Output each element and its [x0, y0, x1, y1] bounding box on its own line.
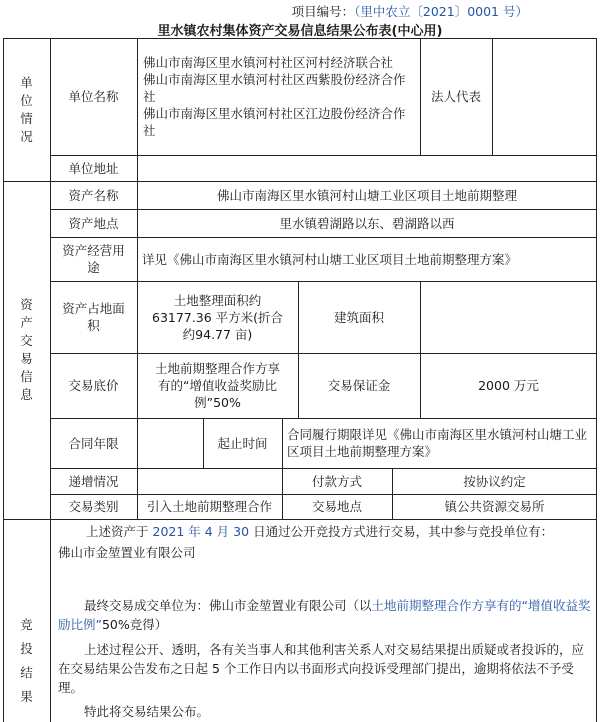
base-price-value: 土地前期整理合作方享有的“增值收益奖励比例”50% [154, 361, 280, 410]
building-area-value [420, 281, 597, 353]
deposit-label: 交易保证金 [327, 378, 391, 393]
trade-type-label: 交易类别 [68, 499, 119, 514]
bidding-section-label: 竞投结果 [20, 617, 33, 704]
asset-section-label: 资产交易信息 [20, 297, 33, 402]
unit-name-line-2: 佛山市南海区里水镇河村社区西紫股份经济合作社 [143, 72, 406, 104]
bidding-paragraph-1: 上述资产于 2021 年 4 月 30 日通过公开竞投方式进行交易，其中参与竞投单位有： [86, 524, 554, 539]
asset-location-label: 资产地点 [68, 215, 119, 231]
increment-value [137, 468, 282, 494]
unit-name-line-1: 佛山市南海区里水镇河村社区河村经济联合社 [143, 55, 394, 70]
asset-name-label: 资产名称 [68, 187, 119, 203]
asset-location-value: 里水镇碧湖路以东、碧湖路以西 [279, 215, 455, 231]
bidding-date: 2021 年 4 月 30 [152, 524, 250, 539]
project-number-value: （里中农立〔2021〕0001 号） [354, 4, 528, 19]
increment-label: 递增情况 [68, 473, 119, 489]
final-winner-basis: 土地前期整理合作方享有的“增值收益奖励比例” [58, 598, 591, 632]
deposit-value: 2000 万元 [478, 378, 539, 393]
trade-type-value: 引入土地前期整理合作 [146, 499, 272, 514]
trade-place-label: 交易地点 [311, 499, 362, 514]
start-time-label: 起止时间 [217, 435, 268, 451]
unit-name-line-3: 佛山市南海区里水镇河村社区江边股份经济合作社 [143, 106, 406, 138]
project-number [292, 2, 528, 20]
final-winner-paragraph: 最终交易成交单位为：佛山市金堃置业有限公司（以土地前期整理合作方享有的“增值收益奖励比例”50%竞得） [58, 598, 591, 632]
usage-value: 详见《佛山市南海区里水镇河村山塘工业区项目土地前期整理方案》 [142, 251, 518, 267]
grid-line [50, 519, 51, 722]
legal-rep-label: 法人代表 [430, 89, 481, 104]
trade-place-value: 镇公共资源交易所 [444, 499, 545, 514]
area-label: 资产占地面积 [62, 301, 125, 333]
unit-address-label: 单位地址 [68, 160, 119, 176]
contract-years-value [137, 418, 203, 468]
closing-line: 特此将交易结果公布。 [84, 704, 210, 719]
unit-name-label: 单位名称 [68, 89, 119, 104]
payment-label: 付款方式 [311, 473, 362, 489]
usage-label: 资产经营用途 [62, 243, 125, 275]
legal-rep-value [492, 38, 597, 155]
area-value: 土地整理面积约63177.36 平方米(折合约94.77 亩) [152, 292, 283, 342]
payment-value: 按协议约定 [463, 473, 526, 489]
unit-name-value [137, 38, 420, 155]
document-title: 里水镇农村集体资产交易信息结果公布表(中心用) [157, 24, 443, 39]
contract-years-label: 合同年限 [68, 435, 119, 451]
project-number-label: 项目编号： [291, 4, 355, 19]
asset-name-value: 佛山市南海区里水镇河村山塘工业区项目土地前期整理 [216, 187, 517, 203]
base-price-label: 交易底价 [68, 378, 119, 393]
grid-line [3, 519, 597, 520]
start-time-value: 合同履行期限详见《佛山市南海区里水镇河村山塘工业区项目土地前期整理方案》 [287, 427, 588, 459]
notice-paragraph: 上述过程公开、透明，各有关当事人和其他利害关系人对交易结果提出质疑或者投诉的，应在交易结果公告发布之日起 5 个工作日内以书面形式向投诉受理部门提出，逾期将依法不予受理。 [58, 642, 585, 695]
bidder-name: 佛山市金堃置业有限公司 [58, 545, 196, 560]
unit-section-label: 单位情况 [20, 74, 33, 144]
unit-address-value [137, 155, 597, 181]
building-area-label: 建筑面积 [333, 309, 384, 325]
